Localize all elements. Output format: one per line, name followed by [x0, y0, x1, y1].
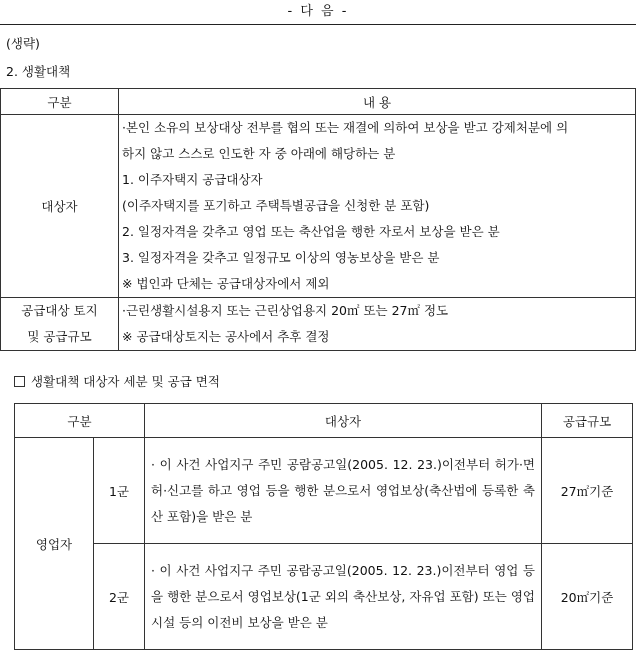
omitted-note: (생략)	[6, 36, 40, 51]
content-line: 1. 이주자택지 공급대상자	[122, 172, 263, 187]
checkbox-icon	[14, 376, 25, 387]
row-label-eligible: 대상자	[1, 115, 119, 298]
target-text: · 이 사건 사업지구 주민 공람공고일(2005. 12. 23.)이전부터 영업 등을 행한 분으로서 영업보상(1군 외의 축산보상, 자유업 포함) 또는 영업시설 등의 이전비 보상을 받은 분	[151, 562, 535, 630]
table-row	[1, 115, 636, 298]
content-line: ※ 법인과 단체는 공급대상자에서 제외	[122, 276, 330, 291]
row-label-supply-land	[1, 298, 119, 351]
col-header-category: 구분	[15, 404, 145, 438]
target-description	[145, 438, 542, 544]
content-line: ·근린생활시설용지 또는 근린상업용지 20㎡ 또는 27㎡ 정도	[122, 303, 449, 318]
col-header-category: 구분	[1, 89, 119, 115]
notice-header: - 다 음 -	[287, 4, 349, 19]
supply-size: 27㎡기준	[542, 438, 633, 544]
living-measures-table	[0, 88, 636, 351]
content-line: ·본인 소유의 보상대상 전부를 협의 또는 재결에 의하여 보상을 받고 강제처분에 의	[122, 120, 569, 135]
supply-size: 20㎡기준	[542, 544, 633, 650]
table-row	[1, 298, 636, 351]
content-line: 하지 않고 스스로 인도한 자 중 아래에 해당하는 분	[122, 146, 396, 161]
col-header-target: 대상자	[145, 404, 542, 438]
top-divider	[0, 24, 636, 25]
content-line: ※ 공급대상토지는 공사에서 추후 결정	[122, 329, 330, 344]
label-line: 및 공급규모	[27, 329, 92, 344]
section-title: 2. 생활대책	[6, 64, 71, 79]
target-text: · 이 사건 사업지구 주민 공람공고일(2005. 12. 23.)이전부터 허가·면허·신고를 하고 영업 등을 행한 분으로서 영업보상(축산법에 등록한 축산 포함)을 받은 분	[151, 456, 535, 524]
subsection-title-text: 생활대책 대상자 세분 및 공급 면적	[31, 374, 220, 389]
grade-label: 1군	[94, 438, 145, 544]
table-row	[15, 438, 633, 544]
label-line: 공급대상 토지	[21, 303, 98, 318]
supply-land-content	[119, 298, 636, 351]
content-line: 2. 일정자격을 갖추고 영업 또는 축산업을 행한 자로서 보상을 받은 분	[122, 224, 500, 239]
content-line: 3. 일정자격을 갖추고 일정규모 이상의 영농보상을 받은 분	[122, 250, 440, 265]
content-line: (이주자택지를 포기하고 주택특별공급을 신청한 분 포함)	[122, 198, 430, 213]
business-owner-table	[14, 403, 633, 650]
target-description	[145, 544, 542, 650]
grade-label: 2군	[94, 544, 145, 650]
table-row	[15, 544, 633, 650]
eligible-content	[119, 115, 636, 298]
subsection-title	[14, 372, 220, 390]
group-label: 영업자	[15, 438, 94, 650]
col-header-supply-size: 공급규모	[542, 404, 633, 438]
col-header-content: 내 용	[119, 89, 636, 115]
